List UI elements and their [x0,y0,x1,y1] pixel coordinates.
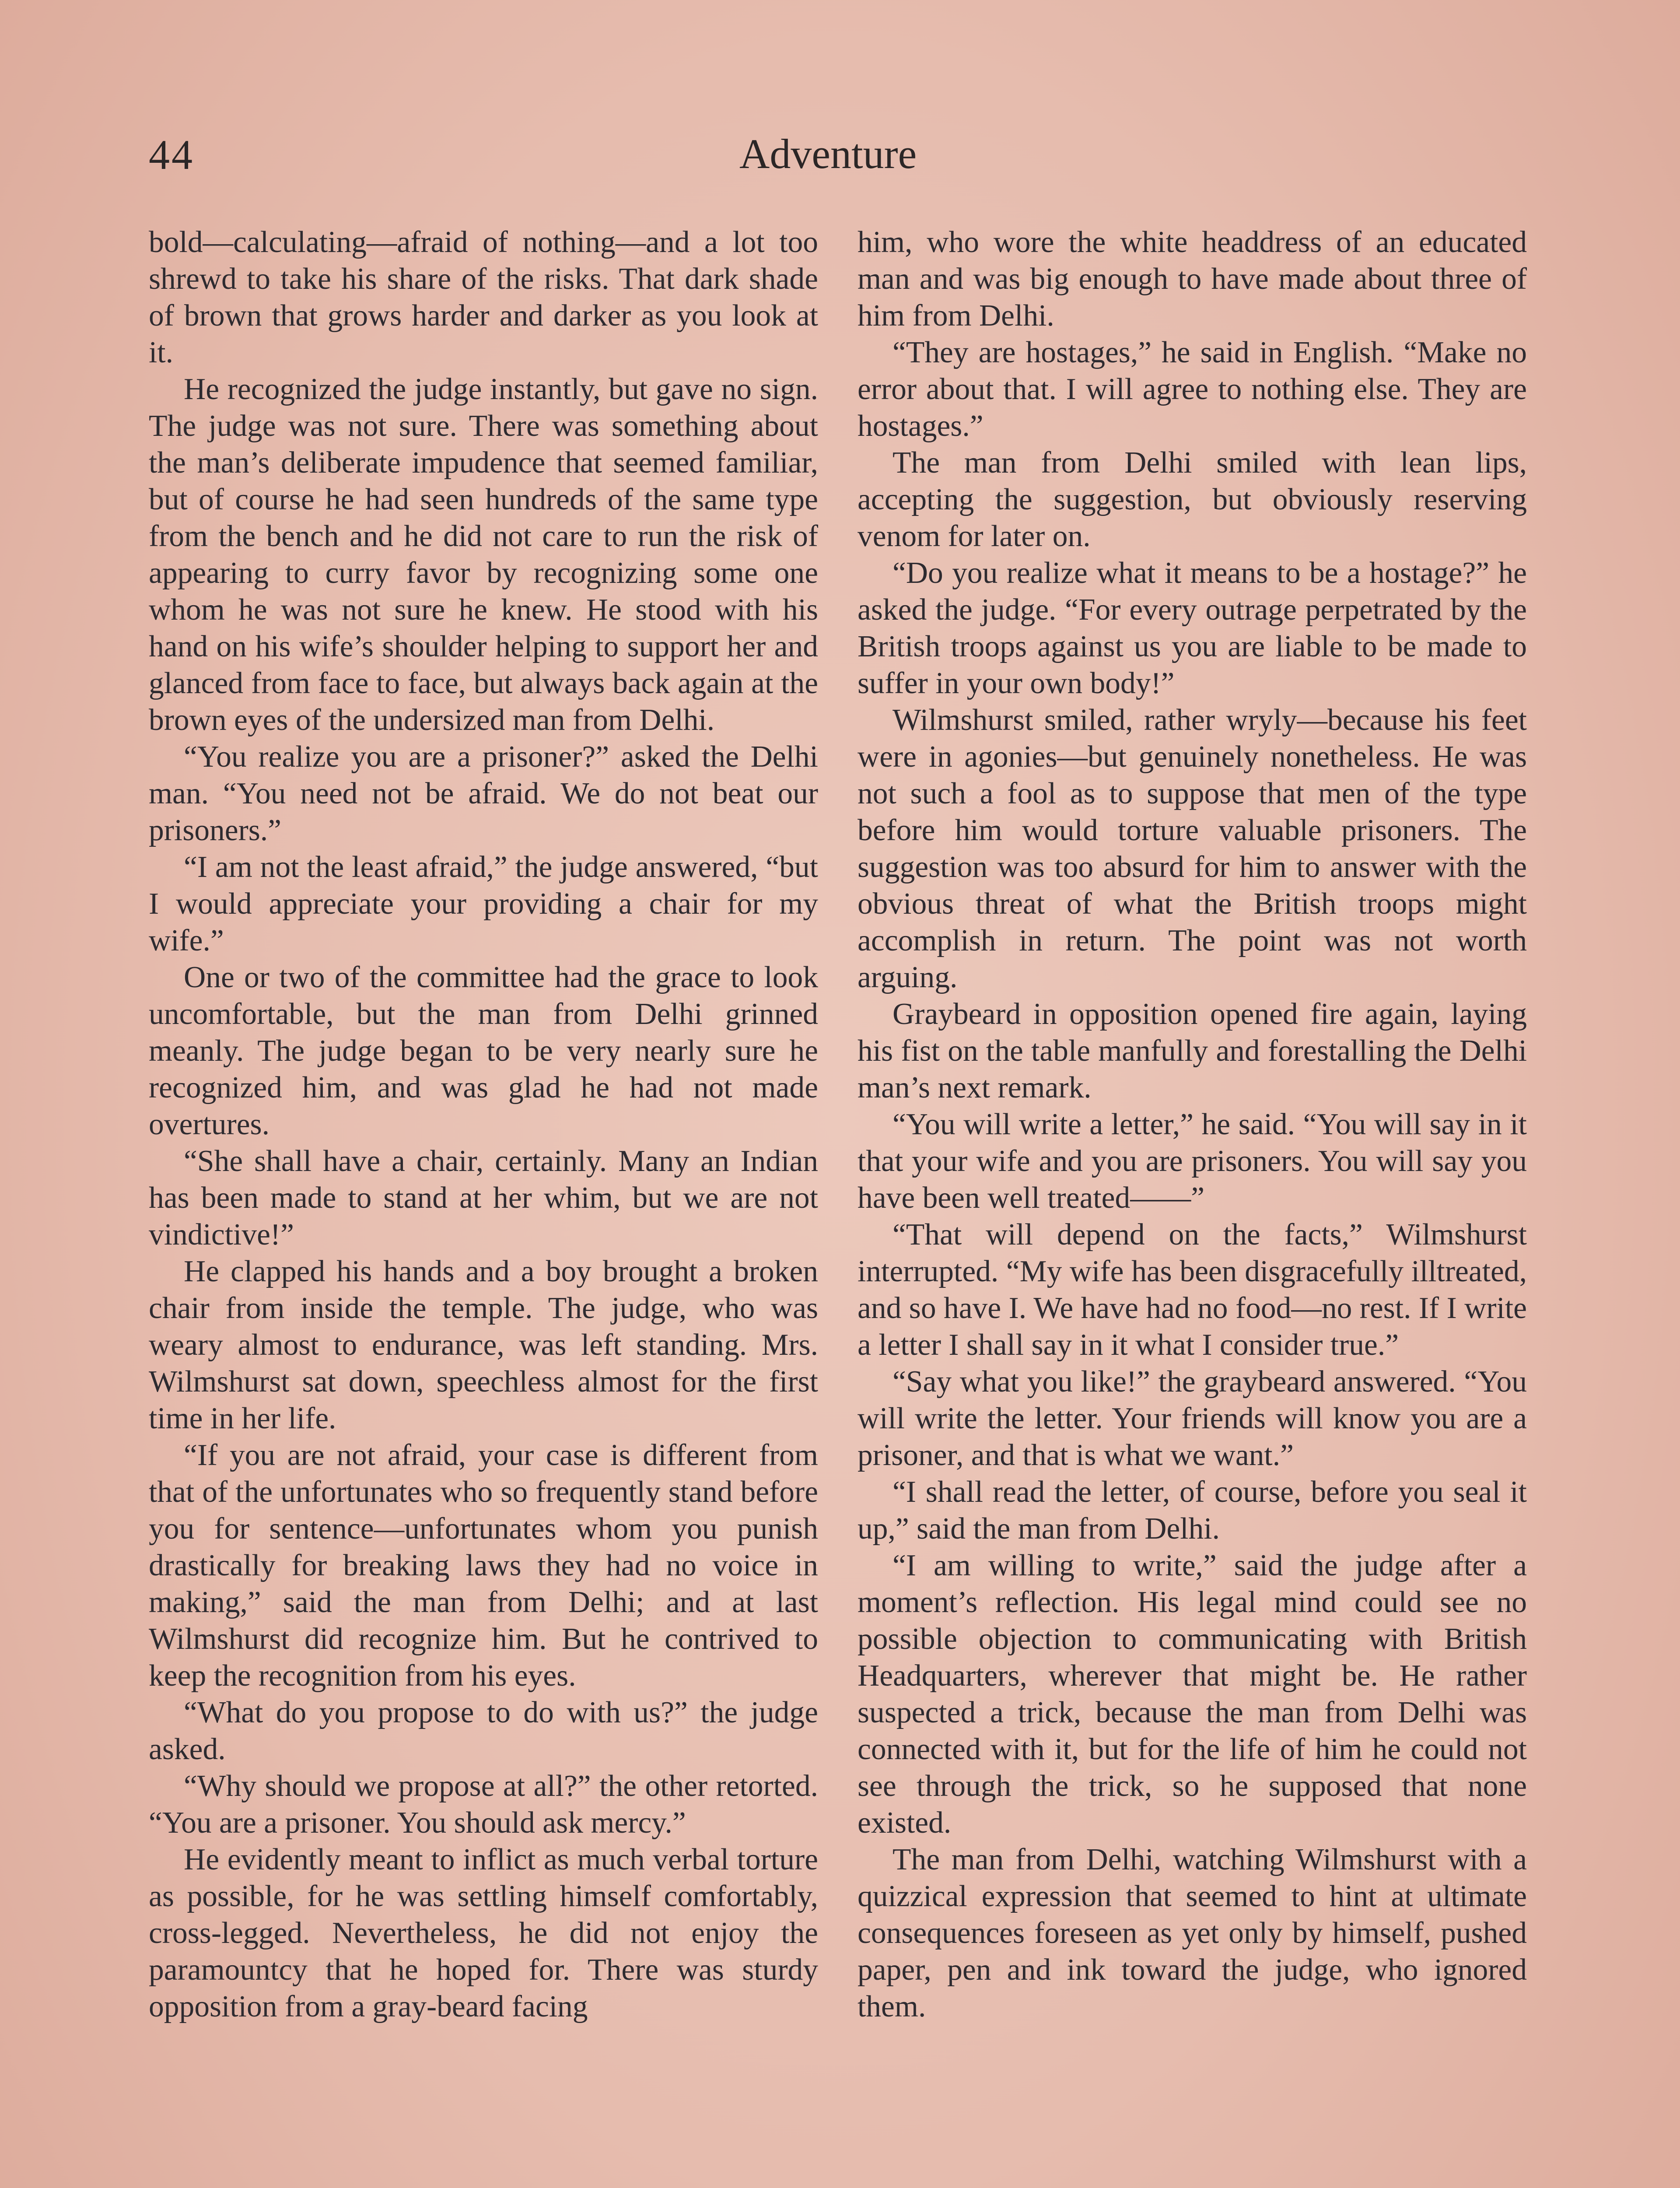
paragraph: “Say what you like!” the graybeard answered. “You will write the letter. Your friends will know you are a prisoner, and that is what we want.” [858,1365,1527,1472]
paragraph: “I am not the least afraid,” the judge answered, “but I would appreciate your providing a chair for my wife.” [149,850,818,957]
paragraph: him, who wore the white headdress of an educated man and was big enough to have made about three of him from Delhi. [858,225,1527,333]
paragraph: “I am willing to write,” said the judge after a moment’s reflection. His legal mind could see no possible objection to communicating with British Headquarters, wherever that might be. He rather suspected a trick, because the man from Delhi was connected with it, but for the life of him he could not see through the trick, so he supposed that none existed. [858,1549,1527,1840]
paragraph: “What do you propose to do with us?” the judge asked. [149,1696,818,1766]
paragraph: He evidently meant to inflict as much verbal torture as possible, for he was settling himself comfortably, cross-legged. Nevertheless, he did not enjoy the paramountcy that he hoped for. There was sturdy opposition from a gray-beard facing [149,1843,818,2023]
paragraph: “They are hostages,” he said in English. “Make no error about that. I will agree to nothing else. They are hostages.” [858,336,1527,443]
paragraph: bold—calculating—afraid of nothing—and a lot too shrewd to take his share of the risks. That dark shade of brown that grows harder and darker as you look at it. [149,225,818,369]
paragraph: “Do you realize what it means to be a hostage?” he asked the judge. “For every outrage perpetrated by the British troops against us you are liable to be made to suffer in your own body!” [858,556,1527,700]
paragraph: “She shall have a chair, certainly. Many an Indian has been made to stand at her whim, but we are not vindictive!” [149,1144,818,1252]
paragraph: “That will depend on the facts,” Wilmshurst interrupted. “My wife has been disgracefully illtreated, and so have I. We have had no food—no rest. If I write a letter I shall say in it what I consider true.” [858,1218,1527,1362]
page-number: 44 [149,131,194,178]
paragraph: Wilmshurst smiled, rather wryly—because his feet were in agonies—but genuinely nonetheless. He was not such a fool as to suppose that men of the type before him would torture valuable prisoners. The suggestion was too absurd for him to answer with the obvious threat of what the British troops might accomplish in return. The point was not worth arguing. [858,703,1527,994]
paragraph: He recognized the judge instantly, but gave no sign. The judge was not sure. There was something about the man’s deliberate impudence that seemed familiar, but of course he had seen hundreds of the same type from the bench and he did not care to run the risk of appearing to curry favor by recognizing some one whom he was not sure he knew. He stood with his hand on his wife’s shoulder helping to support her and glanced from face to face, but always back again at the brown eyes of the undersized man from Delhi. [149,372,818,737]
paragraph: “Why should we propose at all?” the other retorted. “You are a prisoner. You should ask mercy.” [149,1769,818,1840]
left-column [149,224,818,2025]
paragraph: “I shall read the letter, of course, before you seal it up,” said the man from Delhi. [858,1475,1527,1546]
paragraph: The man from Delhi smiled with lean lips, accepting the suggestion, but obviously reserving venom for later on. [858,446,1527,553]
running-head-title: Adventure [739,130,917,177]
paragraph: Graybeard in opposition opened fire again, laying his fist on the table manfully and forestalling the Delhi man’s next remark. [858,997,1527,1105]
right-column [858,224,1527,2025]
paragraph: “If you are not afraid, your case is different from that of the unfortunates who so frequently stand before you for sentence—unfortunates whom you punish drastically for breaking laws they had no voice in making,” said the man from Delhi; and at last Wilmshurst did recognize him. But he contrived to keep the recognition from his eyes. [149,1438,818,1693]
paragraph: One or two of the committee had the grace to look uncomfortable, but the man from Delhi grinned meanly. The judge began to be very nearly sure he recognized him, and was glad he had not made overtures. [149,961,818,1141]
paragraph: “You will write a letter,” he said. “You will say in it that your wife and you are prisoners. You will say you have been well treated——” [858,1108,1527,1215]
paragraph: The man from Delhi, watching Wilmshurst with a quizzical expression that seemed to hint at ultimate consequences foreseen as yet only by himself, pushed paper, pen and ink toward the judge, who ignored them. [858,1843,1527,2023]
paragraph: “You realize you are a prisoner?” asked the Delhi man. “You need not be afraid. We do not beat our prisoners.” [149,740,818,847]
paragraph: He clapped his hands and a boy brought a broken chair from inside the temple. The judge, who was weary almost to endurance, was left standing. Mrs. Wilmshurst sat down, speechless almost for the first time in her life. [149,1255,818,1435]
